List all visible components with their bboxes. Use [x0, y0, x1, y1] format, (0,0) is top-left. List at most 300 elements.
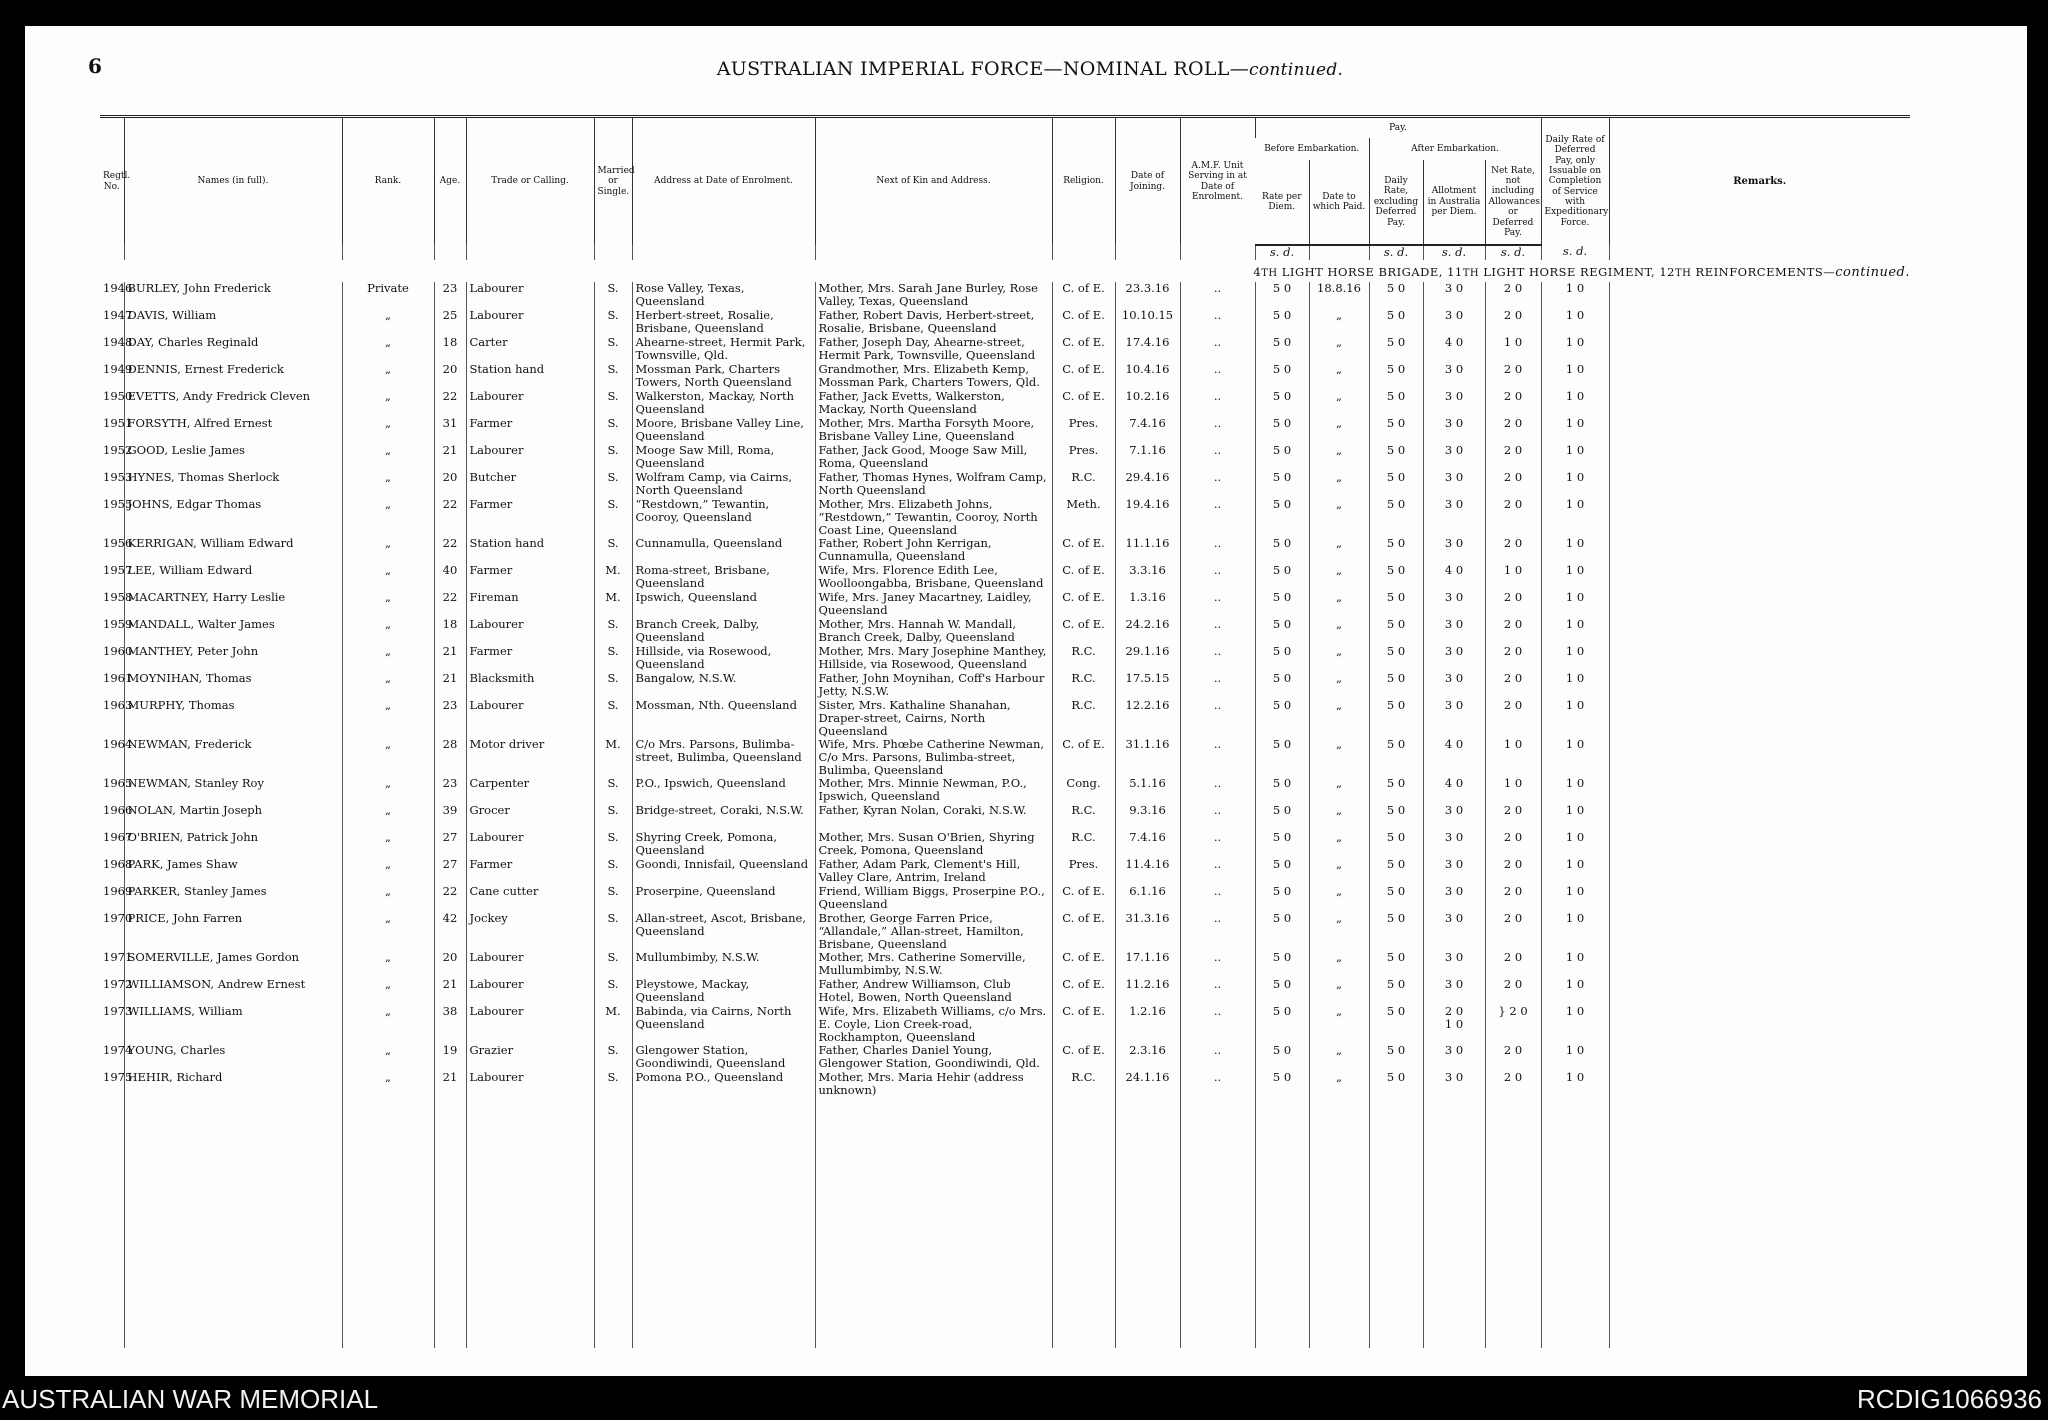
cell-net-rate [1485, 564, 1541, 591]
cell-address-text: P.O., Ipswich, Queensland [635, 776, 786, 790]
cell-trade-text: Labourer [469, 617, 524, 631]
cell-remarks [1609, 672, 1910, 699]
cell-married-text: S. [607, 470, 619, 484]
cell-daily-rate-text: 5 0 [1386, 830, 1406, 844]
cell-deferred [1541, 537, 1609, 564]
units-row [100, 245, 1910, 260]
cell-deferred [1541, 858, 1609, 885]
cell-regtl-no-text: 1957 [103, 563, 133, 577]
cell-address [632, 591, 815, 618]
cell-date-joining-text: 24.1.16 [1125, 1070, 1170, 1084]
cell-net-rate-text: 2 0 [1503, 536, 1523, 550]
cell-date-joining [1115, 951, 1180, 978]
cell-religion-text: C. of E. [1062, 911, 1105, 925]
cell-daily-rate-text: 5 0 [1386, 911, 1406, 925]
cell-rate [1255, 1044, 1309, 1071]
cell-next-of-kin [815, 858, 1052, 885]
cell-age-text: 18 [442, 335, 458, 349]
cell-net-rate-text: 2 0 [1503, 911, 1523, 925]
cell-deferred [1541, 564, 1609, 591]
cell-amf-unit-text: .. [1213, 1004, 1222, 1018]
cell-amf-unit [1180, 417, 1255, 444]
cell-deferred-text: 1 0 [1565, 617, 1585, 631]
cell-religion-text: C. of E. [1062, 563, 1105, 577]
cell-date-paid [1309, 417, 1369, 444]
cell-next-of-kin [815, 831, 1052, 858]
cell-rank-text: „ [385, 830, 391, 844]
cell-date-paid [1309, 672, 1369, 699]
cell-amf-unit [1180, 591, 1255, 618]
cell-net-rate [1485, 1005, 1541, 1044]
cell-trade-text: Carter [469, 335, 508, 349]
section-heading: 4TH LIGHT HORSE BRIGADE, 11TH LIGHT HORSE REGIMENT, 12TH REINFORCEMENTS—continued. [1253, 265, 1911, 280]
cell-age [434, 363, 466, 390]
cell-regtl-no [100, 1004, 133, 1044]
cell-name-text: HYNES, Thomas Sherlock [127, 470, 280, 484]
cell-rate-text: 5 0 [1272, 737, 1292, 751]
cell-address [632, 444, 815, 471]
cell-rate-text: 5 0 [1272, 497, 1292, 511]
cell-rank-text: „ [385, 362, 391, 376]
header-religion: Religion. [1052, 117, 1115, 246]
cell-age-text: 23 [442, 698, 458, 712]
cell-age [434, 618, 466, 645]
cell-religion [1052, 645, 1115, 672]
cell-remarks [1609, 417, 1910, 444]
cell-daily-rate [1369, 672, 1423, 699]
cell-regtl-no [100, 977, 133, 1005]
cell-address [632, 672, 815, 699]
unit-allot: s. d. [1423, 245, 1485, 260]
cell-married [594, 738, 632, 777]
cell-rank-text: „ [385, 308, 391, 322]
cell-allotment-text: 3 0 [1444, 977, 1464, 991]
cell-address [632, 699, 815, 738]
cell-deferred-text: 1 0 [1565, 335, 1585, 349]
cell-date-joining-text: 11.4.16 [1125, 857, 1170, 871]
cell-date-paid-text: „ [1336, 857, 1342, 871]
cell-rank [342, 912, 434, 951]
cell-trade-text: Labourer [469, 443, 524, 457]
cell-date-joining [1115, 591, 1180, 618]
cell-rank-text: „ [385, 1070, 391, 1084]
cell-daily-rate-text: 5 0 [1386, 950, 1406, 964]
cell-remarks [1609, 537, 1910, 564]
cell-name [124, 417, 342, 444]
cell-trade [466, 564, 594, 591]
cell-address [632, 390, 815, 417]
cell-deferred-text: 1 0 [1565, 1004, 1585, 1018]
cell-name-text: MANTHEY, Peter John [127, 644, 259, 658]
cell-remarks [1609, 309, 1910, 336]
cell-rank [342, 390, 434, 417]
cell-date-paid-text: 18.8.16 [1317, 281, 1361, 295]
cell-rate [1255, 417, 1309, 444]
cell-name-text: HEHIR, Richard [127, 1070, 223, 1084]
cell-amf-unit [1180, 645, 1255, 672]
cell-deferred-text: 1 0 [1565, 470, 1585, 484]
cell-allotment-text: 3 0 [1444, 671, 1464, 685]
cell-date-paid-text: „ [1336, 308, 1342, 322]
header-pay: Pay. [1255, 117, 1541, 139]
cell-rate [1255, 564, 1309, 591]
cell-age [434, 336, 466, 363]
cell-date-joining-text: 10.4.16 [1125, 362, 1170, 376]
cell-married-text: S. [607, 362, 619, 376]
cell-regtl-no [100, 590, 133, 618]
cell-age-text: 27 [442, 857, 458, 871]
cell-name [124, 591, 342, 618]
cell-remarks [1609, 1044, 1910, 1071]
cell-address-text: Ipswich, Queensland [635, 590, 758, 604]
cell-married-text: S. [607, 884, 619, 898]
cell-rank [342, 282, 434, 309]
cell-date-joining [1115, 618, 1180, 645]
cell-allotment-text: 4 0 [1444, 737, 1464, 751]
cell-deferred-text: 1 0 [1565, 362, 1585, 376]
cell-daily-rate-text: 5 0 [1386, 281, 1406, 295]
cell-address-text: Mullumbimby, N.S.W. [635, 950, 760, 964]
cell-age [434, 672, 466, 699]
cell-rate [1255, 645, 1309, 672]
cell-amf-unit-text: .. [1213, 884, 1222, 898]
cell-deferred [1541, 645, 1609, 672]
table-row [100, 390, 1910, 417]
cell-religion [1052, 831, 1115, 858]
cell-religion [1052, 777, 1115, 804]
cell-rate [1255, 804, 1309, 831]
table-row [100, 804, 1910, 831]
cell-rate [1255, 885, 1309, 912]
cell-next-of-kin [815, 1071, 1052, 1098]
cell-allotment [1423, 471, 1485, 498]
cell-religion [1052, 1005, 1115, 1044]
cell-age [434, 699, 466, 738]
cell-date-paid [1309, 978, 1369, 1005]
cell-rate-text: 5 0 [1272, 1004, 1292, 1018]
cell-date-paid [1309, 618, 1369, 645]
table-row [100, 336, 1910, 363]
cell-trade [466, 858, 594, 885]
cell-daily-rate-text: 5 0 [1386, 803, 1406, 817]
cell-amf-unit [1180, 471, 1255, 498]
cell-next-of-kin-text: Father, Jack Good, Mooge Saw Mill, Roma, Queensland [818, 443, 1028, 470]
footer-id: RCDIG1066936 [1857, 1384, 2042, 1414]
cell-allotment [1423, 282, 1485, 309]
cell-age-text: 20 [442, 470, 458, 484]
cell-date-joining [1115, 336, 1180, 363]
cell-date-joining [1115, 537, 1180, 564]
cell-deferred-text: 1 0 [1565, 830, 1585, 844]
cell-married [594, 363, 632, 390]
cell-deferred [1541, 591, 1609, 618]
cell-allotment [1423, 591, 1485, 618]
cell-rank-text: „ [385, 389, 391, 403]
cell-regtl-no-text: 1960 [103, 644, 133, 658]
cell-next-of-kin [815, 498, 1052, 537]
cell-net-rate [1485, 618, 1541, 645]
cell-amf-unit [1180, 912, 1255, 951]
cell-date-joining-text: 6.1.16 [1129, 884, 1166, 898]
cell-rank-text: „ [385, 416, 391, 430]
cell-married-text: S. [607, 536, 619, 550]
cell-age-text: 40 [442, 563, 458, 577]
cell-trade-text: Labourer [469, 1004, 524, 1018]
cell-daily-rate [1369, 417, 1423, 444]
cell-rate-text: 5 0 [1272, 416, 1292, 430]
cell-date-paid-text: „ [1336, 1043, 1342, 1057]
cell-daily-rate-text: 5 0 [1386, 698, 1406, 712]
cell-religion [1052, 978, 1115, 1005]
cell-amf-unit-text: .. [1213, 698, 1222, 712]
cell-religion [1052, 564, 1115, 591]
cell-trade-text: Labourer [469, 281, 524, 295]
cell-amf-unit [1180, 804, 1255, 831]
cell-religion [1052, 738, 1115, 777]
cell-date-joining-text: 5.1.16 [1129, 776, 1166, 790]
cell-name [124, 363, 342, 390]
cell-date-joining [1115, 645, 1180, 672]
cell-trade-text: Farmer [469, 857, 513, 871]
cell-regtl-no-text: 1968 [103, 857, 133, 871]
cell-daily-rate-text: 5 0 [1386, 362, 1406, 376]
table-row [100, 618, 1910, 645]
cell-married-text: M. [605, 563, 621, 577]
cell-rank-text: „ [385, 1043, 391, 1057]
cell-daily-rate [1369, 390, 1423, 417]
cell-regtl-no [100, 536, 133, 564]
cell-married [594, 1071, 632, 1098]
cell-rank [342, 858, 434, 885]
cell-next-of-kin [815, 537, 1052, 564]
cell-next-of-kin-text: Mother, Mrs. Susan O'Brien, Shyring Creek, Pomona, Queensland [818, 830, 1035, 857]
cell-amf-unit [1180, 777, 1255, 804]
cell-amf-unit [1180, 336, 1255, 363]
cell-daily-rate [1369, 885, 1423, 912]
unit-deferred: s. d. [1541, 245, 1609, 260]
cell-amf-unit [1180, 831, 1255, 858]
unit-daily: s. d. [1369, 245, 1423, 260]
cell-address [632, 537, 815, 564]
cell-regtl-no-text: 1952 [103, 443, 133, 457]
cell-married [594, 417, 632, 444]
cell-rank-text: „ [385, 470, 391, 484]
cell-next-of-kin-text: Father, John Moynihan, Coff's Harbour Jetty, N.S.W. [818, 671, 1045, 698]
cell-age [434, 738, 466, 777]
cell-address-text: Bangalow, N.S.W. [635, 671, 737, 685]
cell-deferred-text: 1 0 [1565, 911, 1585, 925]
cell-regtl-no [100, 911, 133, 951]
cell-date-paid [1309, 831, 1369, 858]
cell-next-of-kin [815, 885, 1052, 912]
cell-rate [1255, 978, 1309, 1005]
cell-net-rate-text: 2 0 [1503, 1043, 1523, 1057]
table-row [100, 645, 1910, 672]
cell-net-rate [1485, 699, 1541, 738]
cell-regtl-no-text: 1969 [103, 884, 133, 898]
cell-remarks [1609, 804, 1910, 831]
cell-allotment [1423, 699, 1485, 738]
cell-trade-text: Jockey [469, 911, 508, 925]
cell-trade-text: Carpenter [469, 776, 530, 790]
cell-daily-rate [1369, 471, 1423, 498]
cell-allotment [1423, 831, 1485, 858]
cell-regtl-no [100, 857, 133, 885]
cell-date-paid [1309, 1005, 1369, 1044]
cell-net-rate-text: 2 0 [1503, 698, 1523, 712]
cell-religion-text: C. of E. [1062, 884, 1105, 898]
cell-allotment-text: 3 0 [1444, 590, 1464, 604]
unit-net: s. d. [1485, 245, 1541, 260]
cell-rank-text: „ [385, 1004, 391, 1018]
cell-address [632, 804, 815, 831]
header-trade: Trade or Calling. [466, 117, 594, 246]
cell-regtl-no [100, 1070, 133, 1098]
cell-trade [466, 417, 594, 444]
cell-deferred-text: 1 0 [1565, 590, 1585, 604]
cell-religion-text: R.C. [1071, 1070, 1096, 1084]
cell-name-text: MANDALL, Walter James [127, 617, 275, 631]
table-row [100, 885, 1910, 912]
cell-date-paid-text: „ [1336, 362, 1342, 376]
cell-age [434, 417, 466, 444]
cell-daily-rate [1369, 444, 1423, 471]
cell-rate-text: 5 0 [1272, 977, 1292, 991]
cell-amf-unit-text: .. [1213, 857, 1222, 871]
cell-rank [342, 699, 434, 738]
cell-date-paid [1309, 804, 1369, 831]
cell-daily-rate-text: 5 0 [1386, 536, 1406, 550]
cell-allotment [1423, 912, 1485, 951]
cell-next-of-kin-text: Grandmother, Mrs. Elizabeth Kemp, Mossman Park, Charters Towers, Qld. [818, 362, 1040, 389]
cell-address-text: Glengower Station, Goondiwindi, Queensland [635, 1043, 786, 1070]
cell-religion-text: R.C. [1071, 830, 1096, 844]
cell-rank [342, 471, 434, 498]
cell-regtl-no-text: 1972 [103, 977, 133, 991]
cell-regtl-no-text: 1953 [103, 470, 133, 484]
cell-married [594, 564, 632, 591]
cell-age-text: 22 [442, 389, 458, 403]
cell-date-paid-text: „ [1336, 1070, 1342, 1084]
cell-allotment [1423, 1071, 1485, 1098]
cell-religion-text: C. of E. [1062, 536, 1105, 550]
cell-next-of-kin-text: Brother, George Farren Price, “Allandale,” Allan-street, Hamilton, Brisbane, Queensland [818, 911, 1024, 951]
cell-age [434, 858, 466, 885]
cell-allotment [1423, 336, 1485, 363]
cell-remarks [1609, 645, 1910, 672]
cell-date-paid [1309, 471, 1369, 498]
cell-next-of-kin-text: Father, Jack Evetts, Walkerston, Mackay, North Queensland [818, 389, 1005, 416]
cell-amf-unit [1180, 885, 1255, 912]
table-body [100, 245, 1910, 282]
cell-daily-rate [1369, 282, 1423, 309]
cell-net-rate-text: 2 0 [1503, 617, 1523, 631]
cell-net-rate-text: 2 0 [1503, 803, 1523, 817]
cell-married-text: S. [607, 1070, 619, 1084]
cell-daily-rate-text: 5 0 [1386, 671, 1406, 685]
cell-regtl-no [100, 362, 133, 390]
cell-daily-rate-text: 5 0 [1386, 416, 1406, 430]
cell-address-text: Mossman Park, Charters Towers, North Queensland [635, 362, 792, 389]
cell-deferred [1541, 471, 1609, 498]
cell-religion-text: C. of E. [1062, 1043, 1105, 1057]
cell-religion-text: C. of E. [1062, 617, 1105, 631]
cell-name-text: DAVIS, William [127, 308, 217, 322]
cell-religion-text: C. of E. [1062, 281, 1105, 295]
cell-married-text: S. [607, 281, 619, 295]
cell-address [632, 978, 815, 1005]
cell-rate-text: 5 0 [1272, 776, 1292, 790]
cell-address-text: Goondi, Innisfail, Queensland [635, 857, 809, 871]
cell-date-paid-text: „ [1336, 443, 1342, 457]
cell-date-paid [1309, 336, 1369, 363]
cell-date-paid [1309, 885, 1369, 912]
cell-married [594, 912, 632, 951]
cell-deferred [1541, 978, 1609, 1005]
cell-name [124, 804, 342, 831]
cell-allotment [1423, 309, 1485, 336]
page-title [480, 58, 1580, 80]
cell-next-of-kin [815, 1044, 1052, 1071]
header-married: Married or Single. [594, 117, 632, 246]
cell-remarks [1609, 777, 1910, 804]
cell-amf-unit [1180, 309, 1255, 336]
cell-next-of-kin-text: Mother, Mrs. Catherine Somerville, Mullumbimby, N.S.W. [818, 950, 1026, 977]
cell-age [434, 912, 466, 951]
cell-allotment-text: 3 0 [1444, 1043, 1464, 1057]
table-row [100, 912, 1910, 951]
cell-address-text: Pomona P.O., Queensland [635, 1070, 784, 1084]
cell-deferred-text: 1 0 [1565, 857, 1585, 871]
header-amf-unit: A.M.F. Unit Serving in at Date of Enrolment. [1180, 117, 1255, 246]
cell-next-of-kin [815, 738, 1052, 777]
cell-trade-text: Farmer [469, 563, 513, 577]
cell-daily-rate [1369, 564, 1423, 591]
cell-next-of-kin [815, 309, 1052, 336]
roll-rows [100, 282, 1910, 1098]
cell-daily-rate-text: 5 0 [1386, 389, 1406, 403]
cell-trade-text: Motor driver [469, 737, 545, 751]
cell-date-joining-text: 11.1.16 [1125, 536, 1170, 550]
cell-address-text: Pleystowe, Mackay, Queensland [635, 977, 750, 1004]
cell-deferred [1541, 282, 1609, 309]
cell-date-paid [1309, 282, 1369, 309]
cell-next-of-kin-text: Mother, Mrs. Elizabeth Johns, “Restdown,” Tewantin, Cooroy, North Coast Line, Queensland [818, 497, 1038, 537]
cell-married [594, 777, 632, 804]
cell-trade [466, 537, 594, 564]
cell-name [124, 912, 342, 951]
cell-rate [1255, 537, 1309, 564]
cell-amf-unit-text: .. [1213, 803, 1222, 817]
cell-amf-unit [1180, 564, 1255, 591]
cell-address-text: Herbert-street, Rosalie, Brisbane, Queensland [635, 308, 774, 335]
cell-regtl-no-text: 1955 [103, 497, 133, 511]
header-after-embarkation: After Embarkation. [1369, 138, 1541, 160]
cell-address-text: C/o Mrs. Parsons, Bulimba-street, Bulimba, Queensland [635, 737, 802, 764]
cell-age [434, 1005, 466, 1044]
cell-regtl-no-text: 1950 [103, 389, 133, 403]
cell-net-rate-text: 2 0 [1503, 671, 1523, 685]
cell-trade-text: Farmer [469, 416, 513, 430]
cell-address-text: Allan-street, Ascot, Brisbane, Queensland [635, 911, 806, 938]
cell-age-text: 20 [442, 950, 458, 964]
cell-remarks [1609, 912, 1910, 951]
cell-rate-text: 5 0 [1272, 362, 1292, 376]
cell-religion-text: R.C. [1071, 644, 1096, 658]
cell-net-rate [1485, 363, 1541, 390]
cell-address-text: Shyring Creek, Pomona, Queensland [635, 830, 778, 857]
cell-deferred-text: 1 0 [1565, 443, 1585, 457]
